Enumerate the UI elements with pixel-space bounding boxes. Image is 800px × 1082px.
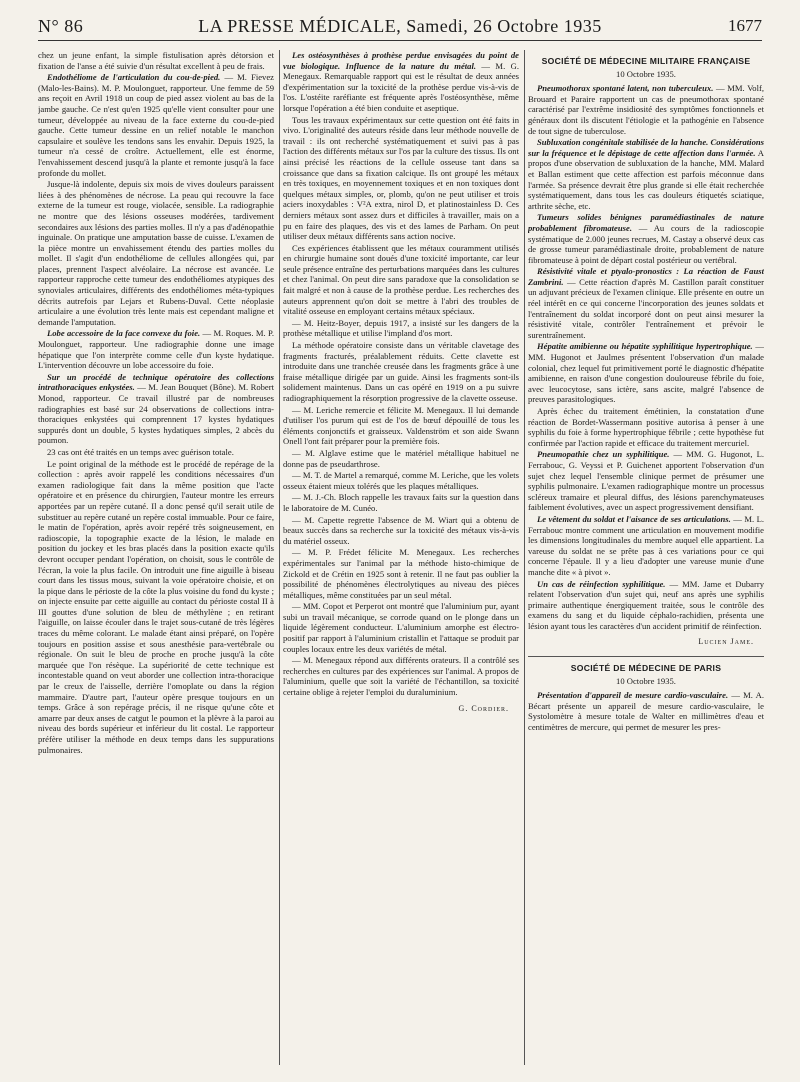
- paragraph: — M. Heitz-Boyer, depuis 1917, a insisté sur les dangers de la prothèse métallique et utilise l'impland d'os mort.: [283, 317, 519, 339]
- paragraph: Une radiographie donne une image hépatique que l'on interprète comme celle d'un kyste hydatique. L'intervention découvre un lobe accessoire du foie.: [38, 339, 274, 371]
- section-heading-paragraph: [528, 579, 764, 632]
- paragraph: — MM. Copot et Perperot ont montré que l'aluminium pur, ayant subi un travail mécanique, se corrode quand on le plonge dans un liquide légèrement conducteur. L'aluminium amorphe est électro-positif par rapport à l'aluminium cristallin et l'attaque se produit par couples locaux entre les deux variétés de métal.: [283, 601, 519, 654]
- section-title: Sur un procédé de technique opératoire des collections intrathoraciques enkystées.: [38, 371, 274, 393]
- article-columns: [38, 50, 764, 1075]
- paragraph: — M. A. Bécart présente un appareil de mesure cardio-vasculaire, le Systolomètre à mesure totale de Walter en millimètres d'eau et centimètres de mercure, qui permet de mesurer les pres-: [528, 690, 764, 733]
- paragraph: — M. Leriche remercie et félicite M. Menegaux. Il lui demande d'utiliser l'os purum qui est de l'os de bœuf dépouillé de tous les éléments conjonctifs et graisseux. Valdenström et son aide Swann Onell l'ont fait préparer pour la première fois.: [283, 404, 519, 447]
- section-heading-paragraph: [528, 83, 764, 136]
- section-title: Le vêtement du soldat et l'aisance de ses articulations.: [537, 513, 731, 524]
- section-title: Subluxation congénitale stabilisée de la hanche. Considérations sur la fréquence et le dépistage de cette affection dans l'armée.: [528, 137, 764, 158]
- paragraph: — Cette réaction d'après M. Castillon paraît constituer un adjuvant précieux de l'examen clinique. Elle présente en outre un réel intérêt en ce qui concerne l'incorporation des jeunes soldats et l'entraînement du soldat incorporé dont on peut ainsi mesurer la résistivité vitale, contrôler l'entraînement et prévoir le surentraînement.: [528, 276, 764, 340]
- section-title: Un cas de réinfection syphilitique.: [537, 578, 666, 589]
- paragraph: Ce travail illustré par de nombreuses radiographies est basé sur 24 observations de collections intra-thoraciques enkystées qui comprennent 17 kystes hydatiques suppurés dont un double, 5 kystes hydatiques simples, 2 abcès du poumon.: [38, 393, 274, 446]
- section-title: Les ostéosynthèses à prothèse perdue envisagées du point de vue biologique. Influence de la nature du métal.: [283, 50, 519, 71]
- section-heading-paragraph: [528, 514, 764, 578]
- column-divider: [524, 50, 525, 1065]
- paragraph: — M. P. Frédet félicite M. Menegaux. Les recherches expérimentales sur l'animal par la méthode histo-chimique de Zickold et de Crétin en 1925 sont à retenir. Il ne faut pas oublier la possibilité de phénomènes électrolytiques au niveau des pièces métalliques, même constituées par un seul métal.: [283, 547, 519, 600]
- society-heading: SOCIÉTÉ DE MÉDECINE MILITAIRE FRANÇAISE: [541, 56, 751, 66]
- journal-title: LA PRESSE MÉDICALE, Samedi, 26 Octobre 1935: [198, 16, 602, 36]
- issue-number: N° 86: [38, 16, 84, 36]
- paragraph: — MM. Jame et Dubarry relatent l'observation d'un sujet qui, neuf ans après une syphilis primaire authentique énergiquement traitée, sous le contrôle des examens du sang et du liquide céphalo-rachidien, présenta une lésion ayant tous les caractères d'un accident primitif de réinfection.: [528, 578, 764, 631]
- paragraph: Après échec du traitement émétinien, la constatation d'une réaction de Bordet-Wassermann positive autorisa à penser à une syphilis du foie à forme hypertrophique fébrile ; cette hypothèse fut confirmée par l'action rapide et efficace du traitement mercuriel.: [528, 406, 764, 448]
- section-title: Lobe accessoire de la face convexe du foie.: [47, 328, 201, 339]
- paragraph: 23 cas ont été traités en un temps avec guérison totale.: [47, 446, 234, 457]
- section-authors: — M. Jean Bouquet (Bône). M. Robert Monod, rapporteur.: [38, 382, 274, 403]
- section-title: Pneumopathie chez un syphilitique.: [537, 449, 670, 460]
- paragraph: — M. L. Ferrabouc montre comment une articulation en mouvement modifie les dimensions longitudinales du membre auquel elle appartient. La vareuse du soldat ne se prête pas à ces variations pour ce qui concerne l'épaule. Il y a lieu d'adopter une vareuse munie d'une manche dite « à pivot ».: [528, 513, 764, 577]
- section-title: Endothéliome de l'articulation du cou-de-pied.: [47, 72, 221, 83]
- paragraph: A propos d'une observation de subluxation de la hanche, MM. Malard et Ballan estiment que cette affection est parfois méconnue dans l'armée. Sa présence devrait être plus grande si elle était recherchée systématiquement, dans tous les cas douleurs étiquetés sciatique, arthrite sèche, etc.: [528, 147, 764, 211]
- paragraph: Le point original de la méthode est le procédé de repérage de la collection : après avoir rappelé les conditions nécessaires d'un examen radiologique fait dans la même position que l'acte opératoire et en présence du chirurgien, l'auteur montre les erreurs apportées par un repère cutané. Il a donc pensé qu'il serait utile de substituer au repère cutané un repère costal immuable. Pour ce faire, le matin de l'opération, après avoir repéré très soigneusement, en radioscopie, la topographie exacte de la lésion, le malade en position du jockey et les bras placés dans la position exacte qu'ils devront occuper pendant l'opération, on choisit, sous le contrôle de l'écran, la voie la plus facile. On introduit une fine aiguille à biseau court dans les tissus mous, suivant la voie opératoire choisie, et on la pique dans le périoste de la côte la plus voisine du fond du kyste ; on injecte ensuite par cette aiguille au contact du périoste costal II à III gouttes d'une solution de bleu de méthylène ; en retirant l'aiguille, on laisse écouler dans le trajet sous-cutané de très légères traces du même colorant. Le malade étant ainsi préparé, on l'opère toujours en position assise et sous anesthésie para-vertébrale ou régionale. On suit le bleu de proche en proche jusqu'à la côte marquée que l'on résèque. La supériorité de cette technique est incontestable quand on veut aborder une collection intra-thoracique par le creux de l'aisselle, derrière l'omoplate ou dans la région mammaire. D'autre part, l'auteur opère presque toujours en un temps. Grâce à son repérage précis, il ne risque qu'une côte et amarre par deux anses de catgut le poumon et la plèvre à la paroi au niveau des bords supérieur et inférieur du lit costal. Le rapporteur préfère utiliser la méthode en deux temps dans les suppurations pulmonaires.: [38, 458, 274, 755]
- paragraph: chez un jeune enfant, la simple fistulisation après détorsion et fixation de l'anse a été suivie d'un résultat excellent à peu de frais.: [38, 50, 274, 71]
- section-heading-paragraph: [528, 449, 764, 513]
- column-right: [528, 50, 764, 1075]
- section-heading-paragraph: [283, 50, 519, 114]
- column-left: [38, 50, 274, 1075]
- section-title: Tumeurs solides bénignes paramédiastinales de nature probablement fibromateuse.: [528, 212, 764, 233]
- section-title: Résistivité vitale et ptyalo-pronostics : La réaction de Faust Zambrini.: [528, 266, 764, 287]
- column-middle: [283, 50, 519, 1075]
- paragraph: — M. Alglave estime que le matériel métallique habituel ne donne pas de pseudarthrose.: [283, 447, 519, 469]
- column-divider: [279, 50, 280, 1065]
- paragraph: Jusque-là indolente, depuis six mois de vives douleurs paraissent liées à des phénomènes de nécrose. La peau qui recouvre la face externe de la tumeur est rouge, violacée, sensible. La radiographie ne montre que des lésions osseuses modérées, tardivement secondaires aux lésions des parties molles. Il n'y a pas d'adénopathie inguinale. On pratique une amputation basse de cuisse. L'examen de la pièce montre un envahissement étendu des parties molles du mollet. Il s'agit d'un endothéliome de cellules allongées qui, par places, prennent l'aspect alvéolaire. La nécrose est avancée. Le rapporteur rapproche cette tumeur des endothéliomes atypiques des synoviales articulaires, différents des endothéliomes méta-typiques décrits autrefois par Lejars et Rubens-Duval. Cette néoplasie articulaire a une évolution très lente mais est cependant maligne et demande l'amputation.: [38, 179, 274, 327]
- author-signature: G. Cordier.: [458, 703, 509, 713]
- section-authors: — M. Roques. M. P. Moulonguet, rapporteur.: [38, 328, 274, 350]
- paragraph: — MM. G. Hugonot, L. Ferrabouc, G. Veyssi et P. Guichenet apportent l'observation d'un sujet chez lequel l'ensemble clinique permet de présumer une syphilis pulmonaire. L'examen radiographique montre un processus scléreux tramaire et pleural diffus, des lésions parenchymateuses faiblement évolutives, avec un aspect progressivement densifiant.: [528, 449, 764, 513]
- session-date: 10 Octobre 1935.: [616, 675, 676, 686]
- section-title: Présentation d'appareil de mesure cardio-vasculaire.: [537, 690, 729, 701]
- paragraph: — MM. Volf, Brouard et Paraire rapportent un cas de pneumothorax spontané caractérisé par l'extrême insidiosité des symptômes fonctionnels et généraux dont ils discutent l'étiologie et la pathogénie en l'absence de tout signe de tuberculose.: [528, 83, 764, 136]
- section-title: Hépatite amibienne ou hépatite syphilitique hypertrophique.: [537, 341, 753, 352]
- author-signature: Lucien Jame.: [698, 637, 754, 647]
- section-heading-paragraph: [528, 212, 764, 265]
- section-authors: — M. Fievez (Malo-les-Bains). M. P. Moulonguet, rapporteur.: [38, 72, 274, 93]
- section-heading-paragraph: [528, 266, 764, 340]
- paragraph: — Au cours de la radioscopie systématique de 2.000 jeunes recrues, M. Castay a observé deux cas de grosse tumeur paramédiastinale droite, probablement de nature fibromateuse à point de départ costal postérieur ou vertébral.: [528, 222, 764, 265]
- section-authors: — M. G. Menegaux.: [283, 60, 519, 82]
- section-heading-paragraph: [38, 72, 274, 178]
- paragraph: Tous les travaux expérimentaux sur cette question ont été faits in vivo. L'originalité des auteurs réside dans leur méthode nouvelle de travail : ils ont recherché systématiquement et suivi pas à pas l'action des différents métaux sur l'os par la culture des tissus. Ils ont ainsi précisé les réactions de la cellule osseuse tant dans sa croissance que dans sa fixation calcique. Ils ont groupé les métaux en très toxiques, en moyennement toxiques et en non toxiques dont quelques métaux simples, or, plomb, qu'on ne peut utiliser et trois aciers inoxydables : V²A extra, nirol D, et platinostainless D. Ces derniers métaux sont assez durs et difficiles à travailler, mais on a pu en faire des plaques, des vis et des lames de Parham. On peut utiliser deux métaux différents sans action nocive.: [283, 114, 519, 242]
- section-heading-paragraph: [528, 137, 764, 211]
- paragraph: Ces expériences établissent que les métaux couramment utilisés en chirurgie humaine sont doués d'une toxicité importante, car leur seule présence entraîne des perturbations marquées dans les cultures et chez l'animal. On peut dire sans paradoxe que la consolidation se fait malgré et non à cause de la prothèse perdue. Les recherches des auteurs apprennent qu'on doit se mettre à l'abri des troubles de vitalité osseuse en employant certains métaux spéciaux.: [283, 242, 519, 317]
- page-number: 1677: [728, 16, 762, 35]
- session-date: 10 Octobre 1935.: [616, 68, 676, 79]
- section-title: Pneumothorax spontané latent, non tuberculeux.: [537, 83, 714, 94]
- paragraph: — M. Menegaux répond aux différents orateurs. Il a contrôlé ses recherches en cultures par des expériences sur l'animal. A propos de l'aluminium, quelle que soit la variété de l'échantillon, sa toxicité certaine oblige à rejeter l'emploi du duraluminium.: [283, 655, 519, 698]
- page-header: [38, 14, 762, 41]
- paragraph: — M. T. de Martel a remarqué, comme M. Leriche, que les volets osseux étaient mieux tolérés que les plaques métalliques.: [283, 470, 519, 491]
- paragraph: — M. Capette regrette l'absence de M. Wiart qui a obtenu de beaux succès dans sa recherche sur la toxicité des métaux vis-à-vis du matériel osseux.: [283, 514, 519, 546]
- paragraph: Une femme de 59 ans reçoit en Avril 1918 un coup de pied assez violent au bas de la jambe gauche. Ce n'est qu'en 1925 qu'elle vient consulter pour une tumeur, développée au niveau de la face externe du cou-de-pied gauche. Cette tumeur dessine en un relief notable le manchon capsulaire et soulève les tendons sans les envahir. Depuis 1925, la tumeur n'a cessé de croître. Actuellement, elle est énorme, l'envahissement descend jusqu'à la plante et remonte jusqu'à la face profonde du mollet.: [38, 82, 274, 178]
- section-heading-paragraph: [38, 328, 274, 370]
- paragraph: La méthode opératoire consiste dans un véritable clavetage des fragments fracturés, préalablement réduits. Cette clavette est introduite dans une tranchée creusée dans les fragments grâce à une fraise métallique dirigée par un guide. Ainsi les fragments sont-ils solidement maintenus. Dans un cas opéré en 1919 on a pu suivre radiographiquement la résorption progressive de la clavette osseuse.: [283, 340, 519, 403]
- paragraph: — MM. Hugonot et Jaulmes présentent l'observation d'un malade colonial, chez lequel fut primitivement porté le diagnostic d'hépatite amibienne, en raison d'une congestion douloureuse fébrile du foie, avec leucocytose, sans ictère, sans ascite, malgré l'absence de preuves parasitologiques.: [528, 341, 764, 405]
- paragraph: Remarquable rapport qui est le résultat de deux années d'expérimentation sur la toxicité de la prothèse perdue vis-à-vis de l'os. L'ostéite raréfiante est fréquente après l'ostéosynthèse, même lorsque l'opération a été bien conduite et aseptique.: [283, 71, 519, 113]
- section-heading-paragraph: [528, 690, 764, 732]
- section-divider: [528, 656, 764, 657]
- paragraph: — M. J.-Ch. Bloch rappelle les travaux faits sur la question dans le laboratoire de M. Cunéo.: [283, 492, 519, 513]
- society-heading: SOCIÉTÉ DE MÉDECINE DE PARIS: [570, 663, 722, 674]
- section-heading-paragraph: [528, 341, 764, 405]
- section-heading-paragraph: [38, 372, 274, 446]
